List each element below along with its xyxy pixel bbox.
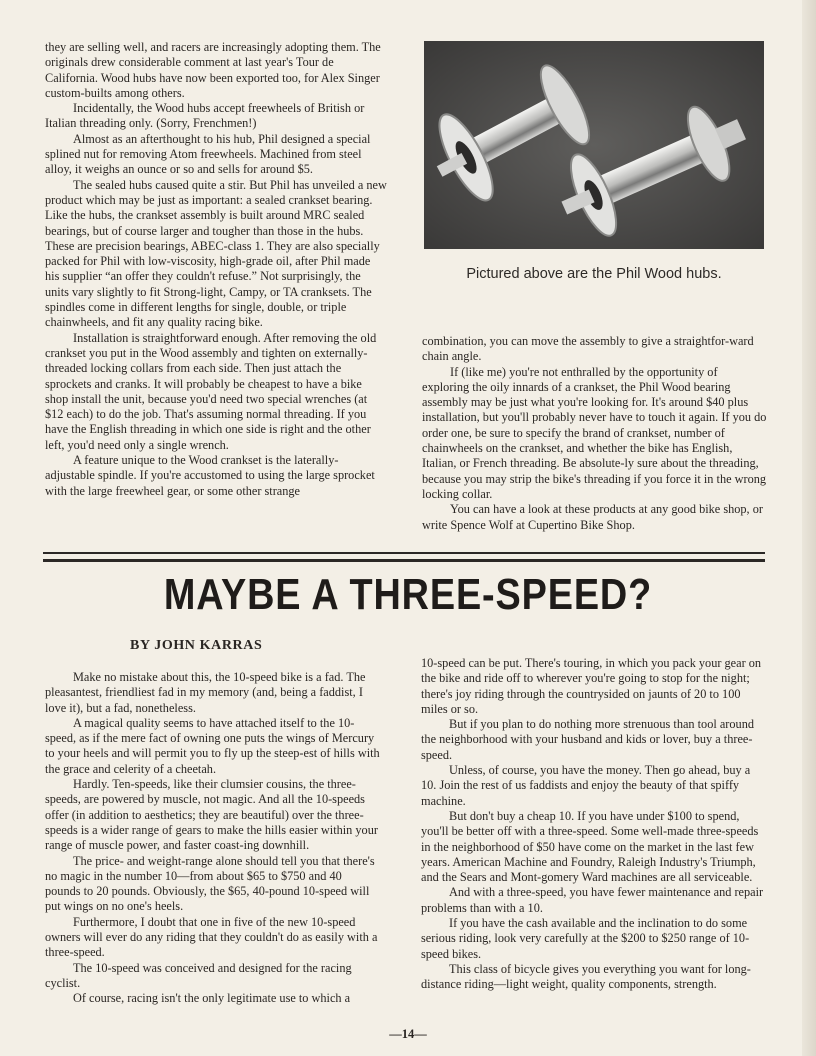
paragraph: 10-speed can be put. There's touring, in which you pack your gear on the bike and ride off to wherever you're going to stop for the night; there's joy riding through the countrysided on jaunts of 20 to 100 miles or so. xyxy=(421,656,762,716)
page-number: —14— xyxy=(389,1027,427,1041)
paragraph: The 10-speed was conceived and designed for the racing cyclist. xyxy=(45,960,352,990)
paragraph: A magical quality seems to have attached itself to the 10-speed, as if the mere fact of owning one puts the wings of Mercury to your heels and will permit you to fly up the steep-est of hills with the grace and celerity of a cheetah. xyxy=(45,715,380,776)
paragraph: combination, you can move the assembly to give a straightfor-ward chain angle. xyxy=(422,334,754,364)
section-divider-top xyxy=(43,552,765,554)
paragraph: Incidentally, the Wood hubs accept freewheels of British or Italian threading only. (Sorry, Frenchmen!) xyxy=(45,101,365,131)
page-edge xyxy=(802,0,816,1056)
paragraph: And with a three-speed, you have fewer maintenance and repair problems than with a 10. xyxy=(421,885,764,915)
byline: BY JOHN KARRAS xyxy=(130,638,263,653)
section-divider-bottom xyxy=(43,559,765,562)
paragraph: Furthermore, I doubt that one in five of the new 10-speed owners will ever do any riding that they couldn't do as easily with a three-speed. xyxy=(45,914,378,960)
photo-caption: Pictured above are the Phil Wood hubs. xyxy=(466,266,722,282)
paragraph: The price- and weight-range alone should tell you that there's no magic in the number 10—from about $65 to $750 and 40 pounds to 20 pounds. Obviously, the $65, 40-pound 10-speed will put wings on no one's heels. xyxy=(45,853,375,914)
paragraph: The sealed hubs caused quite a stir. But Phil has unveiled a new product which may be just as important: a sealed crankset bearing. Like the hubs, the crankset assembly is built around MRC sealed bearings, but of course larger and tougher than those in the hubs. These are precision bearings, ABEC-class 1. They are also specially packed for Phil with low-viscosity, high-grade oil, after Phil made his supplier “an offer they couldn't refuse.” Not surprisingly, the units vary slightly to fit Strong-light, Campy, or TA cranksets. The spindles come in different lengths for single, double, or triple chainwheels, and fit any quality racing bike. xyxy=(45,177,387,330)
paragraph: If you have the cash available and the inclination to do some serious riding, look very carefully at the $200 to $250 range of 10-speed bikes. xyxy=(421,916,750,961)
phil-wood-hubs-photo xyxy=(424,41,764,249)
paragraph: This class of bicycle gives you everything you want for long-distance riding—light weight, quality components, strength. xyxy=(421,961,751,992)
paragraph: they are selling well, and racers are increasingly adopting them. The originals drew considerable comment at last year's Tour de California. Wood hubs have now been exported too, for Alex Singer custom-builts among others. xyxy=(45,40,381,100)
paragraph: Hardly. Ten-speeds, like their clumsier cousins, the three-speeds, are powered by muscle, not magic. And all the 10-speeds offer (in addition to aesthetics; they are beautiful) over the three-speeds is a wider range of gears to make the hills easier within your range of muscle power, and faster coast-ing downhill. xyxy=(45,777,378,853)
hub-article-column-2 xyxy=(422,334,767,533)
paragraph: But if you plan to do nothing more strenuous than tool around the neighborhood with your husband and kids or lover, buy a three-speed. xyxy=(421,717,754,762)
three-speed-column-2 xyxy=(421,656,765,993)
paragraph: Almost as an afterthought to his hub, Phil designed a special splined nut for removing Atom freewheels. Machined from steel alloy, it weighs an ounce or so and sells for around $5. xyxy=(45,131,371,177)
paragraph: If (like me) you're not enthralled by the opportunity of exploring the oily innards of a crankset, the Phil Wood bearing assembly may be just what you're looking for. It's around $40 plus installation, but you'll probably never have to touch it again. If you do order one, be sure to specify the brand of crankset, number of chainwheels on the crankset, and whether the bike has English, Italian, or French threading. Be absolute-ly sure about the threading, because you may strip the bike's threading if you force it in the wrong locking collar. xyxy=(422,364,767,501)
paragraph: Unless, of course, you have the money. Then go ahead, buy a 10. Join the rest of us faddists and enjoy the beauty of that spiffy machine. xyxy=(421,763,751,808)
hub-article-column-1 xyxy=(45,40,387,499)
paragraph: You can have a look at these products at any good bike shop, or write Spence Wolf at Cupertino Bike Shop. xyxy=(422,502,763,532)
paragraph: Of course, racing isn't the only legitimate use to which a xyxy=(73,991,351,1006)
paragraph: A feature unique to the Wood crankset is the laterally-adjustable spindle. If you're accustomed to using the large sprocket with the large freewheel gear, or some other strange xyxy=(45,453,375,498)
paragraph: But don't buy a cheap 10. If you have under $100 to spend, you'll be better off with a three-speed. Some well-made three-speeds in the neighborhood of $50 have come on the market in the last few years. American Machine and Foundry, Raleigh Industry's Triumph, and the Sears and Mont-gomery Ward machines are all serviceable. xyxy=(421,808,759,885)
paragraph: Installation is straightforward enough. After removing the old crankset you put in the Wood assembly and tighten on externally-threaded locking collars from each side. Then just attach the sprockets and cranks. It will probably be cheapest to have a bike shop install the unit, because you'd need two special wrenches (at $12 each) to do the job. That's assuming normal threading. If you have the English threading in which one side is right and the other left, you'd need only a single wrench. xyxy=(45,330,377,452)
headline: MAYBE A THREE-SPEED? xyxy=(163,570,653,619)
paragraph: Make no mistake about this, the 10-speed bike is a fad. The pleasantest, friendliest fad in my memory (and, being a faddist, I love it), but a fad, nonetheless. xyxy=(45,670,366,715)
hubs-illustration xyxy=(424,41,764,249)
three-speed-column-1 xyxy=(45,670,380,1007)
